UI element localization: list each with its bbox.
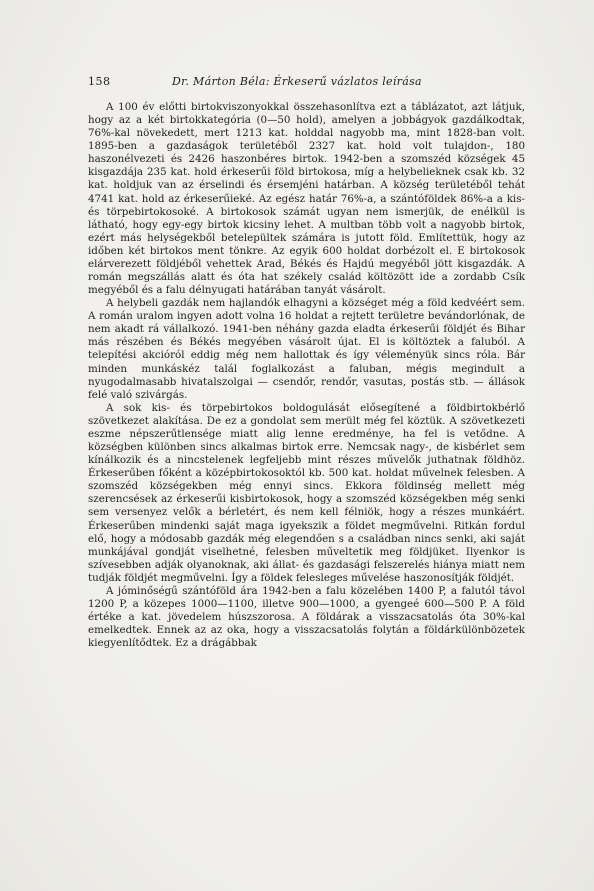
body-text — [88, 100, 525, 650]
paragraph: A jóminőségű szántóföld ára 1942-ben a falu közelében 1400 P, a falutól távol 1200 P, a közepes 1000—1100, illetve 900—1000, a gyengeé 600—500 P. A föld értéke a kat. jövedelem húszszorosa. A földárak a visszacsatolás óta 30%-kal emelkedtek. Ennek az az oka, hogy a visszacsatolás folytán a földárkülönbözetek kiegyenlítődtek. Ez a drágábbak — [88, 584, 525, 650]
paragraph: A sok kis- és törpebirtokos boldogulását elősegítené a földbirtokbérlő szövetkezet alakítása. De ez a gondolat sem merült még fel köztük. A szövetkezeti eszme népszerűtlensége miatt alig lenne eredménye, ha fel is vetődne. A községben különben sincs alkalmas birtok erre. Nemcsak nagy-, de kisbérlet sem kínálkozik és a nincstelenek legfeljebb mint részes művelők juthatnak földhöz. Érkeserűben főként a középbirtokosoktól kb. 500 kat. holdat művelnek felesben. A szomszéd községekben még ennyi sincs. Ekkora földinség mellett még szerencsések az érkeserűi kisbirtokosok, hogy a szomszéd községekben még senki sem versenyez velők a bérletért, és nem kell félniök, hogy a részes munkáért. Érkeserűben mindenki saját maga igyekszik a földet megművelni. Ritkán fordul elő, hogy a módosabb gazdák még elegendően s a családban nincs senki, aki saját munkájával gondját viselhetné, felesben műveltetik meg földjüket. Ilyenkor is szívesebben adják olyanoknak, aki állat- és gazdasági felszerelés hiánya miatt nem tudják földjét megművelni. Így a földek felesleges művelése haszonosítják földjét. — [88, 401, 525, 584]
paragraph: A 100 év előtti birtokviszonyokkal összehasonlítva ezt a táblázatot, azt látjuk, hogy az a két birtokkategória (0—50 hold), amelyen a jobbágyok gazdálkodtak, 76%-kal növekedett, mert 1213 kat. holddal nagyobb ma, mint 1828-ban volt. 1895-ben a gazdaságok területéből 2327 kat. hold volt tulajdon-, 180 haszonélvezeti és 2426 haszonbéres birtok. 1942-ben a szomszéd községek 45 kisgazdája 235 kat. hold érkeserűi föld birtokosa, míg a helybelieknek csak kb. 32 kat. holdjuk van az érselindi és érsemjéni határban. A község területéből tehát 4741 kat. hold az érkeserűieké. Az egész határ 76%-a, a szántóföldek 86%-a a kis- és törpebirtokosoké. A birtokosok számát ugyan nem ismerjük, de enélkül is látható, hogy egy-egy birtok kicsiny lehet. A multban több volt a nagyobb birtok, ezért más helységekből betelepültek számára is jutott föld. Említettük, hogy az időben két birtokos ment tönkre. Az egyik 600 holdat dorbézolt el. E birtokosok elárverezett földjéből vehettek Arad, Békés és Hajdú megyéből jött kisgazdák. A román megszállás alatt és óta hat székely család költözött ide a zordabb Csík megyéből és a falu délnyugati határában tanyát vásárolt. — [88, 101, 525, 297]
running-head: Dr. Márton Béla: Érkeserű vázlatos leírása — [172, 75, 422, 88]
paragraph: A helybeli gazdák nem hajlandók elhagyni a községet még a föld kedvéért sem. A román uralom ingyen adott volna 16 holdat a rejtett területre bevándorlónak, de nem akadt rá vállalkozó. 1941-ben néhány gazda eladta érkeserűi földjét és Bihar más részében és Békés megyében vásárolt újat. El is költöztek a faluból. A telepítési akcióról eddig még nem hallottak és így véleményük sincs róla. Bár minden munkáskéz talál foglalkozást a faluban, mégis megindult a nyugodalmasabb hivatalszolgai — csendőr, rendőr, vasutas, postás stb. — állások felé való szivárgás. — [88, 297, 525, 401]
page-number: 158 — [88, 75, 111, 88]
page-header — [88, 75, 524, 91]
